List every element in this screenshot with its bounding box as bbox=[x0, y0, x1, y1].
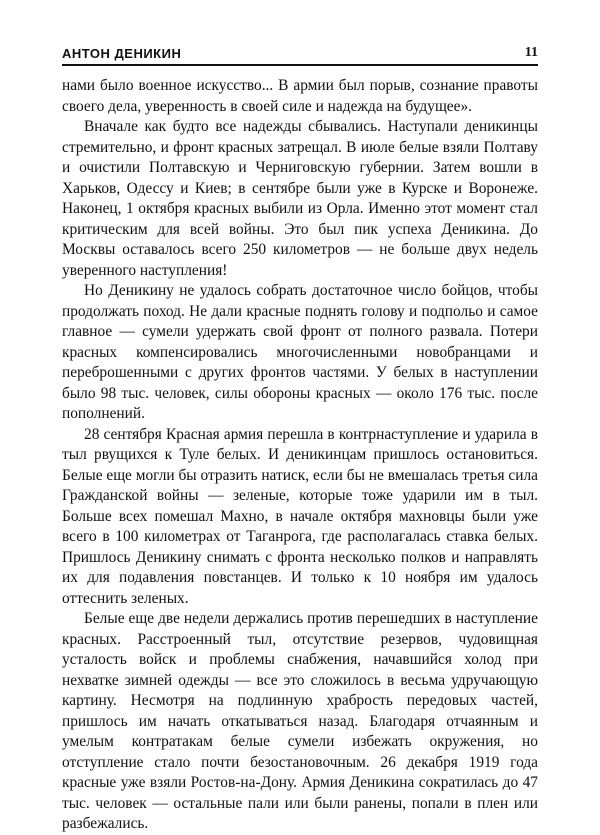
paragraph: Вначале как будто все надежды сбывались. Наступали деникинцы стремительно, и фронт красных затрещал. В июле белые взяли Полтаву и очистили Полтавскую и Черниговскую губернии. Затем вошли в Харьков, Одессу и Киев; в сентябре были уже в Курске и Воронеже. Наконец, 1 октября красных выбили из Орла. Именно этот момент стал критическим для всей войны. Это был пик успеха Деникина. До Москвы оставалось всего 250 километров — не больше двух недель уверенного наступления! bbox=[62, 118, 538, 279]
paragraph: 28 сентября Красная армия перешла в контрнаступление и ударила в тыл рвущихся к Туле белых. И деникинцам пришлось остановиться. Белые еще могли бы отразить натиск, если бы не вмешалась третья сила Гражданской войны — зеленые, которые тоже ударили им в тыл. Больше всех помешал Махно, в начале октября махновцы были уже всего в 100 километрах от Таганрога, где располагалась ставка белых. Пришлось Деникину снимать с фронта несколько полков и направлять их для подавления повстанцев. И только к 10 ноября им удалось оттеснить зеленых. bbox=[62, 425, 538, 607]
paragraph-continued: нами было военное искусство... В армии был порыв, сознание правоты своего дела, уверенность в своей силе и надежда на будущее». bbox=[62, 77, 538, 115]
page-number: 11 bbox=[524, 45, 538, 60]
paragraph: Белые еще две недели держались против перешедших в наступление красных. Расстроенный тыл, отсутствие резервов, чудовищная усталость войск и проблемы снабжения, начавшийся холод при нехватке зимней одежды — все это сложилось в весьма удручающую картину. Несмотря на подлинную храбрость передовых частей, пришлось им начать откатываться назад. Благодаря отчаянным и умелым контратакам белые сумели избежать окружения, но отступление стало почти безостановочным. 26 декабря 1919 года красные уже взяли Ростов-на-Дону. Армия Деникина сократилась до 47 тыс. человек — остальные пали или были ранены, попали в плен или разбежались. bbox=[62, 610, 538, 832]
paragraph: Но Деникину не удалось собрать достаточное число бойцов, чтобы продолжать поход. Не дали красные поднять голову и подпольо и самое главное — сумели удержать свой фронт от полного развала. Потери красных компенсировались многочисленными новобранцами и переброшенными с других фронтов частями. У белых в наступлении было 98 тыс. человек, силы обороны красных — около 176 тыс. после пополнений. bbox=[62, 282, 538, 422]
running-header-author: АНТОН ДЕНИКИН bbox=[62, 46, 182, 61]
running-header bbox=[62, 40, 538, 66]
body-text bbox=[62, 76, 538, 835]
